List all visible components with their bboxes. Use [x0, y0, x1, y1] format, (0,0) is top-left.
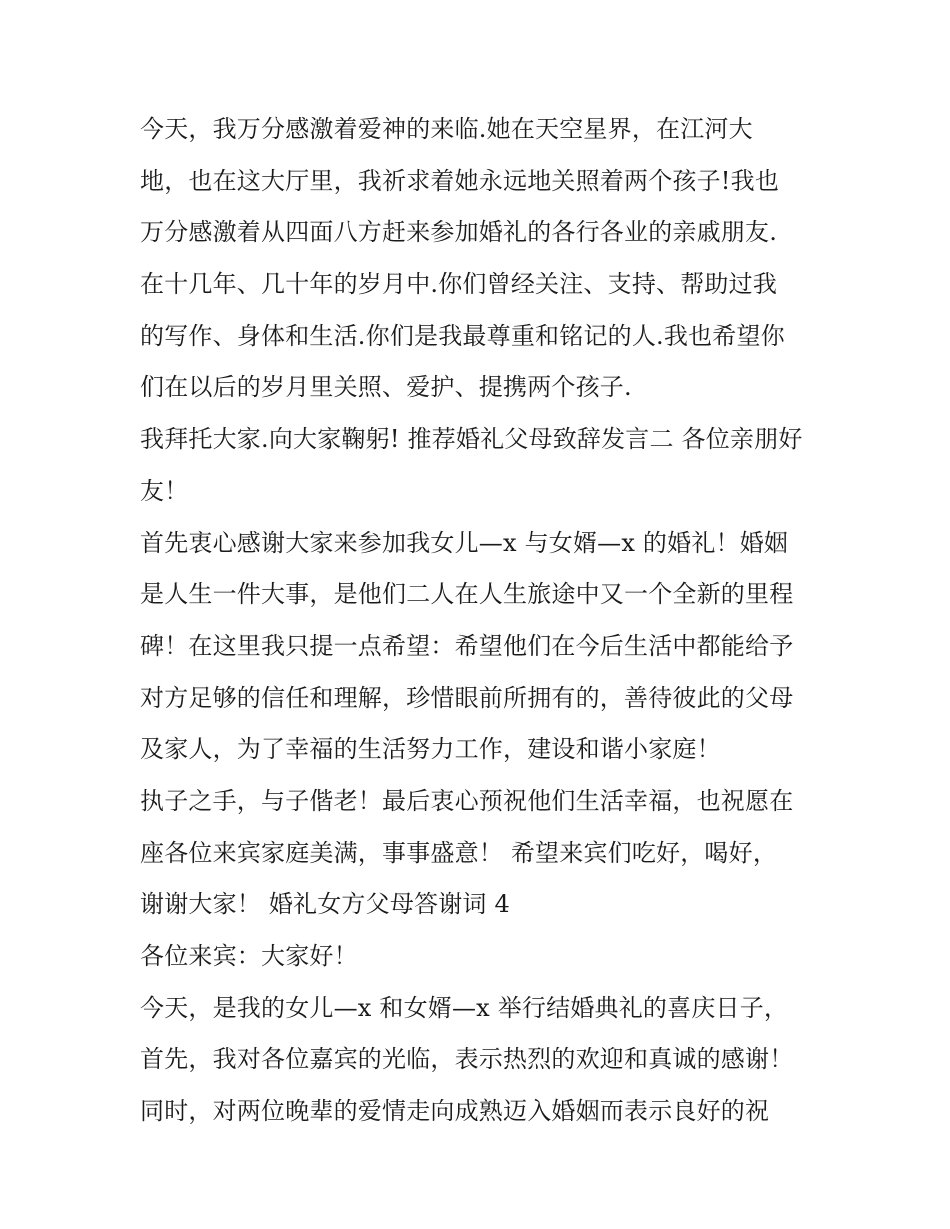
text-line: 们在以后的岁月里关照、爱护、提携两个孩子. [140, 373, 632, 402]
text-line: 友！ [140, 476, 189, 505]
text-line: 今天，是我的女儿—x 和女婿—x 举行结婚典礼的喜庆日子， [140, 993, 789, 1022]
text-line: 在十几年、几十年的岁月中.你们曾经关注、支持、帮助过我 [140, 270, 778, 299]
text-line: 首先，我对各位嘉宾的光临，表示热烈的欢迎和真诚的感谢！ [140, 1045, 794, 1074]
text-line: 座各位来宾家庭美满，事事盛意！ 希望来宾们吃好，喝好， [140, 838, 778, 867]
text-line: 对方足够的信任和理解，珍惜眼前所拥有的，善待彼此的父母 [140, 683, 794, 712]
text-line: 及家人，为了幸福的生活努力工作，建设和谐小家庭！ [140, 735, 721, 764]
text-line: 同时，对两位晚辈的爱情走向成熟迈入婚姻而表示良好的祝 [140, 1097, 770, 1126]
text-line: 首先衷心感谢大家来参加我女儿—x 与女婿—x 的婚礼！婚姻 [140, 528, 789, 557]
text-line: 执子之手，与子偕老！最后衷心预祝他们生活幸福，也祝愿在 [140, 786, 794, 815]
text-line: 我拜托大家.向大家鞠躬! 推荐婚礼父母致辞发言二 各位亲朋好 [140, 425, 803, 454]
text-line: 谢谢大家！ 婚礼女方父母答谢词 4 [140, 890, 510, 919]
text-line: 的写作、身体和生活.你们是我最尊重和铭记的人.我也希望你 [140, 321, 785, 350]
text-line: 地，也在这大厅里，我祈求着她永远地关照着两个孩子!我也 [140, 166, 780, 195]
text-line: 是人生一件大事，是他们二人在人生旅途中又一个全新的里程 [140, 580, 794, 609]
text-line: 今天，我万分感激着爱神的来临.她在天空星界，在江河大 [140, 115, 753, 143]
text-line: 万分感激着从四面八方赶来参加婚礼的各行各业的亲戚朋友. [140, 218, 778, 247]
document-body [140, 104, 820, 1138]
text-line: 碑！在这里我只提一点希望：希望他们在今后生活中都能给予 [140, 631, 794, 660]
text-line: 各位来宾：大家好！ [140, 942, 358, 970]
